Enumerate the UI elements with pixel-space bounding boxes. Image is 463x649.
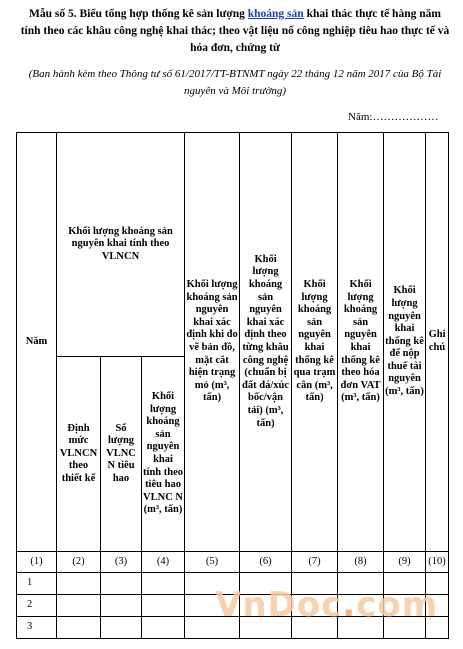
table-cell[interactable] [426,617,449,639]
table-cell[interactable] [240,617,292,639]
table-cell[interactable] [384,573,426,595]
table-cell[interactable] [338,617,384,639]
table-cell[interactable] [338,573,384,595]
table-row [17,617,449,639]
col-number: (7) [292,552,338,573]
table-cell[interactable] [426,595,449,617]
table-cell[interactable] [384,595,426,617]
header-col-9: Khối lượng nguyên khai thống kê để nộp thuế tài nguyên (m³, tấn) [384,133,426,552]
khoang-san-link[interactable]: khoáng sản [247,8,304,20]
form-title [20,6,450,57]
row-number: 3 [17,617,57,639]
table-cell[interactable] [384,617,426,639]
table-row [17,573,449,595]
col-number: (1) [17,552,57,573]
header-col-3: Số lượng VLNC N tiêu hao [101,357,142,552]
table-cell[interactable] [185,617,240,639]
header-col-7: Khối lượng khoáng sản nguyên khai thống kê qua trạm cân (m³, tấn) [292,133,338,552]
header-col-5: Khối lượng khoáng sản nguyên khai xác định khi đo vẽ bản đồ, mặt cắt hiện trạng mỏ (m³, tấn) [185,133,240,552]
header-col-8: Khối lượng khoáng sản nguyên khai thống kê theo hóa đơn VAT (m³, tấn) [338,133,384,552]
table-cell[interactable] [57,595,101,617]
col-number: (8) [338,552,384,573]
header-col-6: Khối lượng khoáng sản nguyên khai xác định theo từng khâu công nghệ (chuẩn bị đất đá/xúc bốc/vận tải) (m³, tấn) [240,133,292,552]
header-vlncn-group: Khối lượng khoáng sản nguyên khai tính theo VLNCN [57,133,185,357]
table-cell[interactable] [292,573,338,595]
table-cell[interactable] [101,595,142,617]
table-cell[interactable] [240,573,292,595]
col-number: (10) [426,552,449,573]
form-title-text-start: Mẫu số 5. Biểu tổng hợp thống kê sản lượng [29,8,248,20]
table-cell[interactable] [338,595,384,617]
col-number: (6) [240,552,292,573]
table-cell[interactable] [57,617,101,639]
table-cell[interactable] [240,595,292,617]
row-number: 1 [17,573,57,595]
header-year: Năm [17,133,57,552]
col-number: (5) [185,552,240,573]
column-number-row [17,552,449,573]
table-cell[interactable] [185,573,240,595]
header-col-2: Định mức VLNCN theo thiết kế [57,357,101,552]
statistics-table [16,132,449,639]
table-row [17,595,449,617]
header-col-10: Ghi chú [426,133,449,552]
table-cell[interactable] [292,617,338,639]
col-number: (3) [101,552,142,573]
table-cell[interactable] [142,617,185,639]
table-cell[interactable] [292,595,338,617]
table-cell[interactable] [57,573,101,595]
table-cell[interactable] [426,573,449,595]
vndoc-watermark: VnDoc.com [215,585,439,625]
year-label: Năm:……………… [348,111,439,123]
col-number: (2) [57,552,101,573]
form-subtitle: (Ban hành kèm theo Thông tư số 61/2017/TT-BTNMT ngày 22 tháng 12 năm 2017 của Bộ Tài nguyên và Môi trường) [28,68,442,97]
row-number: 2 [17,595,57,617]
table-cell[interactable] [101,573,142,595]
header-row-top [17,133,449,357]
col-number: (9) [384,552,426,573]
header-col-4: Khối lượng khoáng sản nguyên khai tính theo tiêu hao VLNC N (m³, tấn) [142,357,185,552]
table-cell[interactable] [185,595,240,617]
form-title-text-end: khai thác thực tế hàng năm tính theo các khâu công nghệ khai thác; theo vật liệu nổ công nghiệp tiêu hao thực tế và hóa đơn, chứng từ [20,8,450,54]
table-cell[interactable] [142,595,185,617]
col-number: (4) [142,552,185,573]
table-cell[interactable] [142,573,185,595]
table-cell[interactable] [101,617,142,639]
